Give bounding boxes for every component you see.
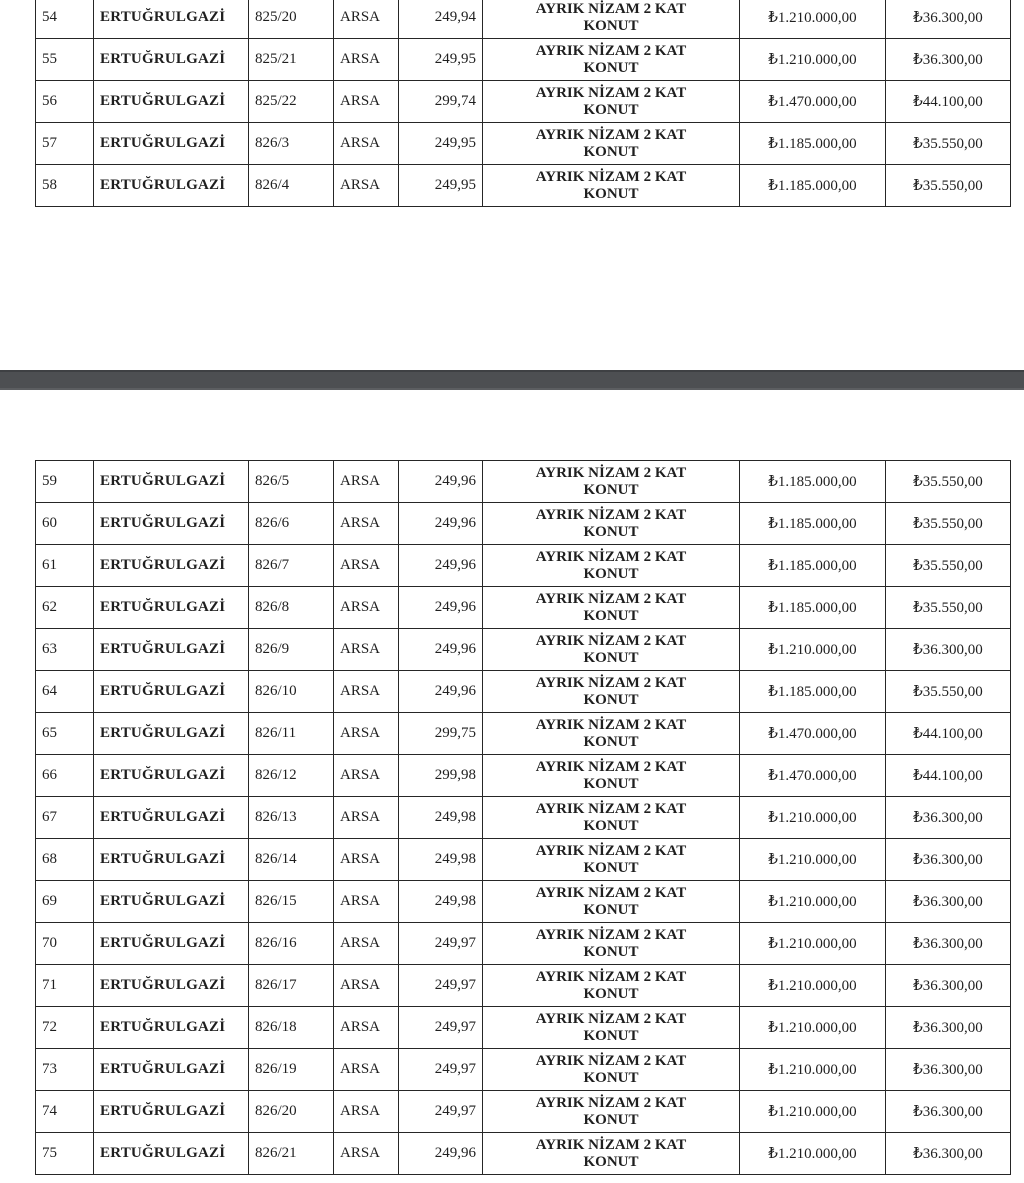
area-cell: 249,96 (399, 629, 483, 671)
neighborhood-cell: ERTUĞRULGAZİ (94, 503, 249, 545)
deposit-cell: ₺36.300,00 (886, 881, 1011, 923)
row-number-cell: 72 (36, 1007, 94, 1049)
zoning-cell (483, 1133, 740, 1175)
row-number-cell: 64 (36, 671, 94, 713)
property-type-cell: ARSA (334, 587, 399, 629)
parcel-cell: 826/16 (249, 923, 334, 965)
area-cell: 249,96 (399, 461, 483, 503)
row-number-cell: 60 (36, 503, 94, 545)
deposit-cell: ₺35.550,00 (886, 461, 1011, 503)
property-type-cell: ARSA (334, 0, 399, 39)
parcel-table-page-2 (35, 460, 1011, 1175)
deposit-cell: ₺36.300,00 (886, 965, 1011, 1007)
zoning-line-2: KONUT (583, 733, 639, 750)
row-number-cell: 57 (36, 123, 94, 165)
zoning-line-1: AYRIK NİZAM 2 KAT (535, 884, 687, 901)
price-cell: ₺1.210.000,00 (740, 1091, 886, 1133)
zoning-line-1: AYRIK NİZAM 2 KAT (535, 126, 687, 143)
zoning-line-1: AYRIK NİZAM 2 KAT (535, 758, 687, 775)
zoning-line-2: KONUT (583, 775, 639, 792)
table-row (36, 587, 1011, 629)
zoning-line-1: AYRIK NİZAM 2 KAT (535, 674, 687, 691)
neighborhood-cell: ERTUĞRULGAZİ (94, 165, 249, 207)
zoning-line-1: AYRIK NİZAM 2 KAT (535, 506, 687, 523)
parcel-cell: 826/8 (249, 587, 334, 629)
document-page-2 (0, 390, 1024, 1183)
neighborhood-cell: ERTUĞRULGAZİ (94, 1007, 249, 1049)
row-number-cell: 58 (36, 165, 94, 207)
property-type-cell: ARSA (334, 39, 399, 81)
neighborhood-cell: ERTUĞRULGAZİ (94, 0, 249, 39)
deposit-cell: ₺35.550,00 (886, 671, 1011, 713)
zoning-line-2: KONUT (583, 185, 639, 202)
zoning-cell (483, 1007, 740, 1049)
zoning-line-1: AYRIK NİZAM 2 KAT (535, 1010, 687, 1027)
deposit-cell: ₺36.300,00 (886, 0, 1011, 39)
table-row (36, 503, 1011, 545)
zoning-line-2: KONUT (583, 901, 639, 918)
zoning-cell (483, 0, 740, 39)
zoning-cell (483, 713, 740, 755)
parcel-cell: 826/9 (249, 629, 334, 671)
property-type-cell: ARSA (334, 797, 399, 839)
row-number-cell: 54 (36, 0, 94, 39)
area-cell: 299,75 (399, 713, 483, 755)
price-cell: ₺1.470.000,00 (740, 713, 886, 755)
deposit-cell: ₺35.550,00 (886, 587, 1011, 629)
parcel-cell: 826/13 (249, 797, 334, 839)
table-row (36, 797, 1011, 839)
parcel-cell: 826/18 (249, 1007, 334, 1049)
price-cell: ₺1.185.000,00 (740, 587, 886, 629)
zoning-cell (483, 461, 740, 503)
row-number-cell: 67 (36, 797, 94, 839)
neighborhood-cell: ERTUĞRULGAZİ (94, 713, 249, 755)
row-number-cell: 62 (36, 587, 94, 629)
neighborhood-cell: ERTUĞRULGAZİ (94, 1049, 249, 1091)
parcel-cell: 825/20 (249, 0, 334, 39)
area-cell: 249,97 (399, 965, 483, 1007)
zoning-line-1: AYRIK NİZAM 2 KAT (535, 632, 687, 649)
zoning-line-2: KONUT (583, 17, 639, 34)
table-row (36, 1091, 1011, 1133)
price-cell: ₺1.210.000,00 (740, 965, 886, 1007)
zoning-line-1: AYRIK NİZAM 2 KAT (535, 84, 687, 101)
deposit-cell: ₺35.550,00 (886, 503, 1011, 545)
zoning-cell (483, 923, 740, 965)
zoning-line-2: KONUT (583, 1027, 639, 1044)
row-number-cell: 69 (36, 881, 94, 923)
area-cell: 249,96 (399, 671, 483, 713)
price-cell: ₺1.470.000,00 (740, 755, 886, 797)
row-number-cell: 59 (36, 461, 94, 503)
zoning-line-1: AYRIK NİZAM 2 KAT (535, 716, 687, 733)
zoning-cell (483, 39, 740, 81)
price-cell: ₺1.210.000,00 (740, 1133, 886, 1175)
parcel-cell: 826/11 (249, 713, 334, 755)
area-cell: 299,74 (399, 81, 483, 123)
table-row (36, 123, 1011, 165)
document-page-1 (0, 0, 1024, 370)
property-type-cell: ARSA (334, 165, 399, 207)
neighborhood-cell: ERTUĞRULGAZİ (94, 839, 249, 881)
table-row (36, 965, 1011, 1007)
zoning-line-1: AYRIK NİZAM 2 KAT (535, 590, 687, 607)
parcel-cell: 826/3 (249, 123, 334, 165)
table-row (36, 1133, 1011, 1175)
row-number-cell: 56 (36, 81, 94, 123)
zoning-cell (483, 165, 740, 207)
zoning-line-2: KONUT (583, 859, 639, 876)
parcel-cell: 825/22 (249, 81, 334, 123)
area-cell: 249,97 (399, 1007, 483, 1049)
area-cell: 249,95 (399, 123, 483, 165)
property-type-cell: ARSA (334, 629, 399, 671)
deposit-cell: ₺36.300,00 (886, 1091, 1011, 1133)
parcel-cell: 826/15 (249, 881, 334, 923)
neighborhood-cell: ERTUĞRULGAZİ (94, 81, 249, 123)
zoning-line-1: AYRIK NİZAM 2 KAT (535, 464, 687, 481)
property-type-cell: ARSA (334, 545, 399, 587)
parcel-cell: 826/19 (249, 1049, 334, 1091)
neighborhood-cell: ERTUĞRULGAZİ (94, 671, 249, 713)
row-number-cell: 61 (36, 545, 94, 587)
price-cell: ₺1.185.000,00 (740, 461, 886, 503)
property-type-cell: ARSA (334, 1091, 399, 1133)
property-type-cell: ARSA (334, 881, 399, 923)
neighborhood-cell: ERTUĞRULGAZİ (94, 587, 249, 629)
price-cell: ₺1.210.000,00 (740, 797, 886, 839)
deposit-cell: ₺36.300,00 (886, 1049, 1011, 1091)
zoning-line-1: AYRIK NİZAM 2 KAT (535, 548, 687, 565)
neighborhood-cell: ERTUĞRULGAZİ (94, 923, 249, 965)
price-cell: ₺1.185.000,00 (740, 545, 886, 587)
zoning-line-2: KONUT (583, 59, 639, 76)
zoning-line-2: KONUT (583, 1111, 639, 1128)
zoning-cell (483, 797, 740, 839)
parcel-cell: 826/21 (249, 1133, 334, 1175)
table-row (36, 839, 1011, 881)
table-row (36, 1007, 1011, 1049)
table-row (36, 39, 1011, 81)
parcel-cell: 826/12 (249, 755, 334, 797)
area-cell: 249,97 (399, 1049, 483, 1091)
property-type-cell: ARSA (334, 713, 399, 755)
zoning-cell (483, 587, 740, 629)
neighborhood-cell: ERTUĞRULGAZİ (94, 545, 249, 587)
area-cell: 249,98 (399, 881, 483, 923)
deposit-cell: ₺36.300,00 (886, 839, 1011, 881)
area-cell: 249,97 (399, 1091, 483, 1133)
zoning-line-2: KONUT (583, 691, 639, 708)
table-row (36, 713, 1011, 755)
neighborhood-cell: ERTUĞRULGAZİ (94, 881, 249, 923)
table-row (36, 81, 1011, 123)
price-cell: ₺1.210.000,00 (740, 881, 886, 923)
zoning-cell (483, 671, 740, 713)
table-row (36, 881, 1011, 923)
zoning-line-2: KONUT (583, 1069, 639, 1086)
deposit-cell: ₺44.100,00 (886, 755, 1011, 797)
table-row (36, 629, 1011, 671)
parcel-cell: 826/7 (249, 545, 334, 587)
zoning-line-1: AYRIK NİZAM 2 KAT (535, 168, 687, 185)
deposit-cell: ₺44.100,00 (886, 81, 1011, 123)
property-type-cell: ARSA (334, 965, 399, 1007)
zoning-line-2: KONUT (583, 565, 639, 582)
neighborhood-cell: ERTUĞRULGAZİ (94, 965, 249, 1007)
zoning-line-1: AYRIK NİZAM 2 KAT (535, 1094, 687, 1111)
table-row (36, 923, 1011, 965)
zoning-line-2: KONUT (583, 817, 639, 834)
zoning-cell (483, 755, 740, 797)
table-row (36, 165, 1011, 207)
zoning-line-2: KONUT (583, 523, 639, 540)
area-cell: 249,97 (399, 923, 483, 965)
price-cell: ₺1.210.000,00 (740, 839, 886, 881)
price-cell: ₺1.210.000,00 (740, 0, 886, 39)
parcel-cell: 826/20 (249, 1091, 334, 1133)
property-type-cell: ARSA (334, 755, 399, 797)
zoning-cell (483, 123, 740, 165)
zoning-line-1: AYRIK NİZAM 2 KAT (535, 800, 687, 817)
zoning-line-2: KONUT (583, 143, 639, 160)
row-number-cell: 65 (36, 713, 94, 755)
price-cell: ₺1.210.000,00 (740, 1007, 886, 1049)
property-type-cell: ARSA (334, 671, 399, 713)
zoning-line-1: AYRIK NİZAM 2 KAT (535, 1052, 687, 1069)
table-row (36, 1049, 1011, 1091)
deposit-cell: ₺36.300,00 (886, 797, 1011, 839)
parcel-cell: 826/10 (249, 671, 334, 713)
parcel-cell: 826/17 (249, 965, 334, 1007)
price-cell: ₺1.470.000,00 (740, 81, 886, 123)
page-separator (0, 370, 1024, 390)
property-type-cell: ARSA (334, 1007, 399, 1049)
row-number-cell: 71 (36, 965, 94, 1007)
row-number-cell: 55 (36, 39, 94, 81)
parcel-cell: 826/5 (249, 461, 334, 503)
zoning-cell (483, 1091, 740, 1133)
zoning-line-1: AYRIK NİZAM 2 KAT (535, 926, 687, 943)
neighborhood-cell: ERTUĞRULGAZİ (94, 797, 249, 839)
price-cell: ₺1.210.000,00 (740, 629, 886, 671)
area-cell: 249,96 (399, 587, 483, 629)
row-number-cell: 68 (36, 839, 94, 881)
neighborhood-cell: ERTUĞRULGAZİ (94, 123, 249, 165)
price-cell: ₺1.185.000,00 (740, 165, 886, 207)
row-number-cell: 74 (36, 1091, 94, 1133)
parcel-cell: 825/21 (249, 39, 334, 81)
deposit-cell: ₺36.300,00 (886, 923, 1011, 965)
neighborhood-cell: ERTUĞRULGAZİ (94, 1133, 249, 1175)
neighborhood-cell: ERTUĞRULGAZİ (94, 755, 249, 797)
deposit-cell: ₺36.300,00 (886, 1133, 1011, 1175)
area-cell: 249,95 (399, 39, 483, 81)
price-cell: ₺1.210.000,00 (740, 923, 886, 965)
property-type-cell: ARSA (334, 81, 399, 123)
zoning-cell (483, 545, 740, 587)
price-cell: ₺1.185.000,00 (740, 671, 886, 713)
zoning-cell (483, 881, 740, 923)
row-number-cell: 73 (36, 1049, 94, 1091)
area-cell: 249,96 (399, 1133, 483, 1175)
area-cell: 249,95 (399, 165, 483, 207)
zoning-cell (483, 503, 740, 545)
table-row (36, 671, 1011, 713)
zoning-line-1: AYRIK NİZAM 2 KAT (535, 42, 687, 59)
neighborhood-cell: ERTUĞRULGAZİ (94, 629, 249, 671)
zoning-line-1: AYRIK NİZAM 2 KAT (535, 0, 687, 17)
table-row (36, 0, 1011, 39)
neighborhood-cell: ERTUĞRULGAZİ (94, 39, 249, 81)
parcel-cell: 826/4 (249, 165, 334, 207)
deposit-cell: ₺35.550,00 (886, 545, 1011, 587)
row-number-cell: 75 (36, 1133, 94, 1175)
deposit-cell: ₺44.100,00 (886, 713, 1011, 755)
neighborhood-cell: ERTUĞRULGAZİ (94, 461, 249, 503)
zoning-cell (483, 81, 740, 123)
area-cell: 249,94 (399, 0, 483, 39)
zoning-line-2: KONUT (583, 1153, 639, 1170)
property-type-cell: ARSA (334, 923, 399, 965)
property-type-cell: ARSA (334, 1049, 399, 1091)
zoning-cell (483, 839, 740, 881)
price-cell: ₺1.210.000,00 (740, 1049, 886, 1091)
zoning-line-2: KONUT (583, 101, 639, 118)
deposit-cell: ₺36.300,00 (886, 629, 1011, 671)
zoning-line-2: KONUT (583, 985, 639, 1002)
price-cell: ₺1.185.000,00 (740, 503, 886, 545)
zoning-cell (483, 965, 740, 1007)
area-cell: 249,96 (399, 503, 483, 545)
parcel-cell: 826/6 (249, 503, 334, 545)
deposit-cell: ₺36.300,00 (886, 39, 1011, 81)
deposit-cell: ₺35.550,00 (886, 123, 1011, 165)
zoning-line-2: KONUT (583, 481, 639, 498)
row-number-cell: 63 (36, 629, 94, 671)
zoning-line-1: AYRIK NİZAM 2 KAT (535, 968, 687, 985)
deposit-cell: ₺36.300,00 (886, 1007, 1011, 1049)
property-type-cell: ARSA (334, 461, 399, 503)
zoning-line-2: KONUT (583, 649, 639, 666)
zoning-line-1: AYRIK NİZAM 2 KAT (535, 1136, 687, 1153)
property-type-cell: ARSA (334, 1133, 399, 1175)
price-cell: ₺1.210.000,00 (740, 39, 886, 81)
zoning-cell (483, 1049, 740, 1091)
property-type-cell: ARSA (334, 503, 399, 545)
parcel-table-page-1 (35, 0, 1011, 207)
price-cell: ₺1.185.000,00 (740, 123, 886, 165)
property-type-cell: ARSA (334, 839, 399, 881)
area-cell: 249,98 (399, 839, 483, 881)
table-row (36, 461, 1011, 503)
area-cell: 299,98 (399, 755, 483, 797)
parcel-cell: 826/14 (249, 839, 334, 881)
table-row (36, 545, 1011, 587)
neighborhood-cell: ERTUĞRULGAZİ (94, 1091, 249, 1133)
zoning-line-2: KONUT (583, 607, 639, 624)
table-row (36, 755, 1011, 797)
zoning-cell (483, 629, 740, 671)
area-cell: 249,98 (399, 797, 483, 839)
zoning-line-2: KONUT (583, 943, 639, 960)
area-cell: 249,96 (399, 545, 483, 587)
deposit-cell: ₺35.550,00 (886, 165, 1011, 207)
row-number-cell: 70 (36, 923, 94, 965)
property-type-cell: ARSA (334, 123, 399, 165)
row-number-cell: 66 (36, 755, 94, 797)
zoning-line-1: AYRIK NİZAM 2 KAT (535, 842, 687, 859)
